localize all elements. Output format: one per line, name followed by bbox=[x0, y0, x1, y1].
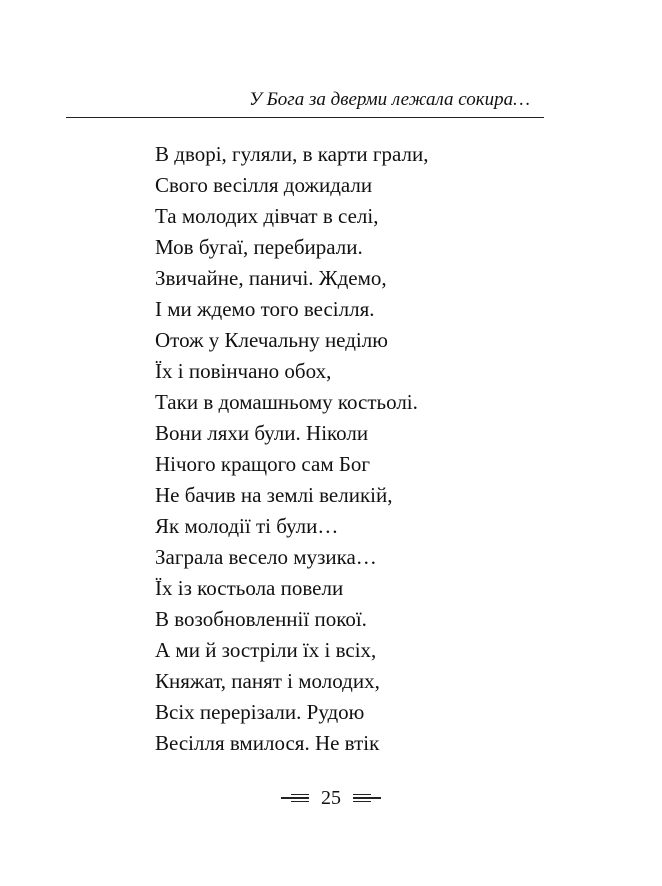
poem-line: Всіх перерізали. Рудою bbox=[155, 700, 365, 724]
poem-line: Та молодих дівчат в селі, bbox=[155, 204, 379, 228]
poem-line: Отож у Клечальну неділю bbox=[155, 328, 388, 352]
poem-line: В дворі, гуляли, в карти грали, bbox=[155, 142, 429, 166]
poem-line: Нічого кращого сам Бог bbox=[155, 452, 371, 476]
poem-line: Свого весілля дожидали bbox=[155, 173, 373, 197]
poem-line: А ми й зостріли їх і всіх, bbox=[155, 638, 377, 662]
poem-line: Таки в домашньому костьолі. bbox=[155, 390, 418, 414]
poem-line: Не бачив на землі великій, bbox=[155, 483, 393, 507]
poem-line: Звичайне, паничі. Ждемо, bbox=[155, 266, 387, 290]
poem-line: Мов бугаї, перебирали. bbox=[155, 235, 363, 259]
running-header: У Бога за дверми лежала сокира… bbox=[249, 89, 530, 110]
poem-line: Їх і повінчано обох, bbox=[155, 359, 332, 383]
poem-text bbox=[155, 139, 428, 759]
poem-line: Весілля вмилося. Не втік bbox=[155, 731, 380, 755]
left-ornament-icon bbox=[281, 794, 309, 802]
page-number: 25 bbox=[321, 787, 341, 809]
poem-line: В возобновленнії покої. bbox=[155, 607, 367, 631]
poem-line: Заграла весело музика… bbox=[155, 545, 377, 569]
right-ornament-icon bbox=[353, 794, 381, 802]
header-divider bbox=[66, 117, 544, 118]
page-footer bbox=[0, 784, 662, 812]
poem-line: Як молодії ті були… bbox=[155, 514, 339, 538]
poem-line: І ми ждемо того весілля. bbox=[155, 297, 375, 321]
poem-line: Вони ляхи були. Ніколи bbox=[155, 421, 369, 445]
poem-line: Княжат, панят і молодих, bbox=[155, 669, 380, 693]
poem-line: Їх із костьола повели bbox=[155, 576, 344, 600]
